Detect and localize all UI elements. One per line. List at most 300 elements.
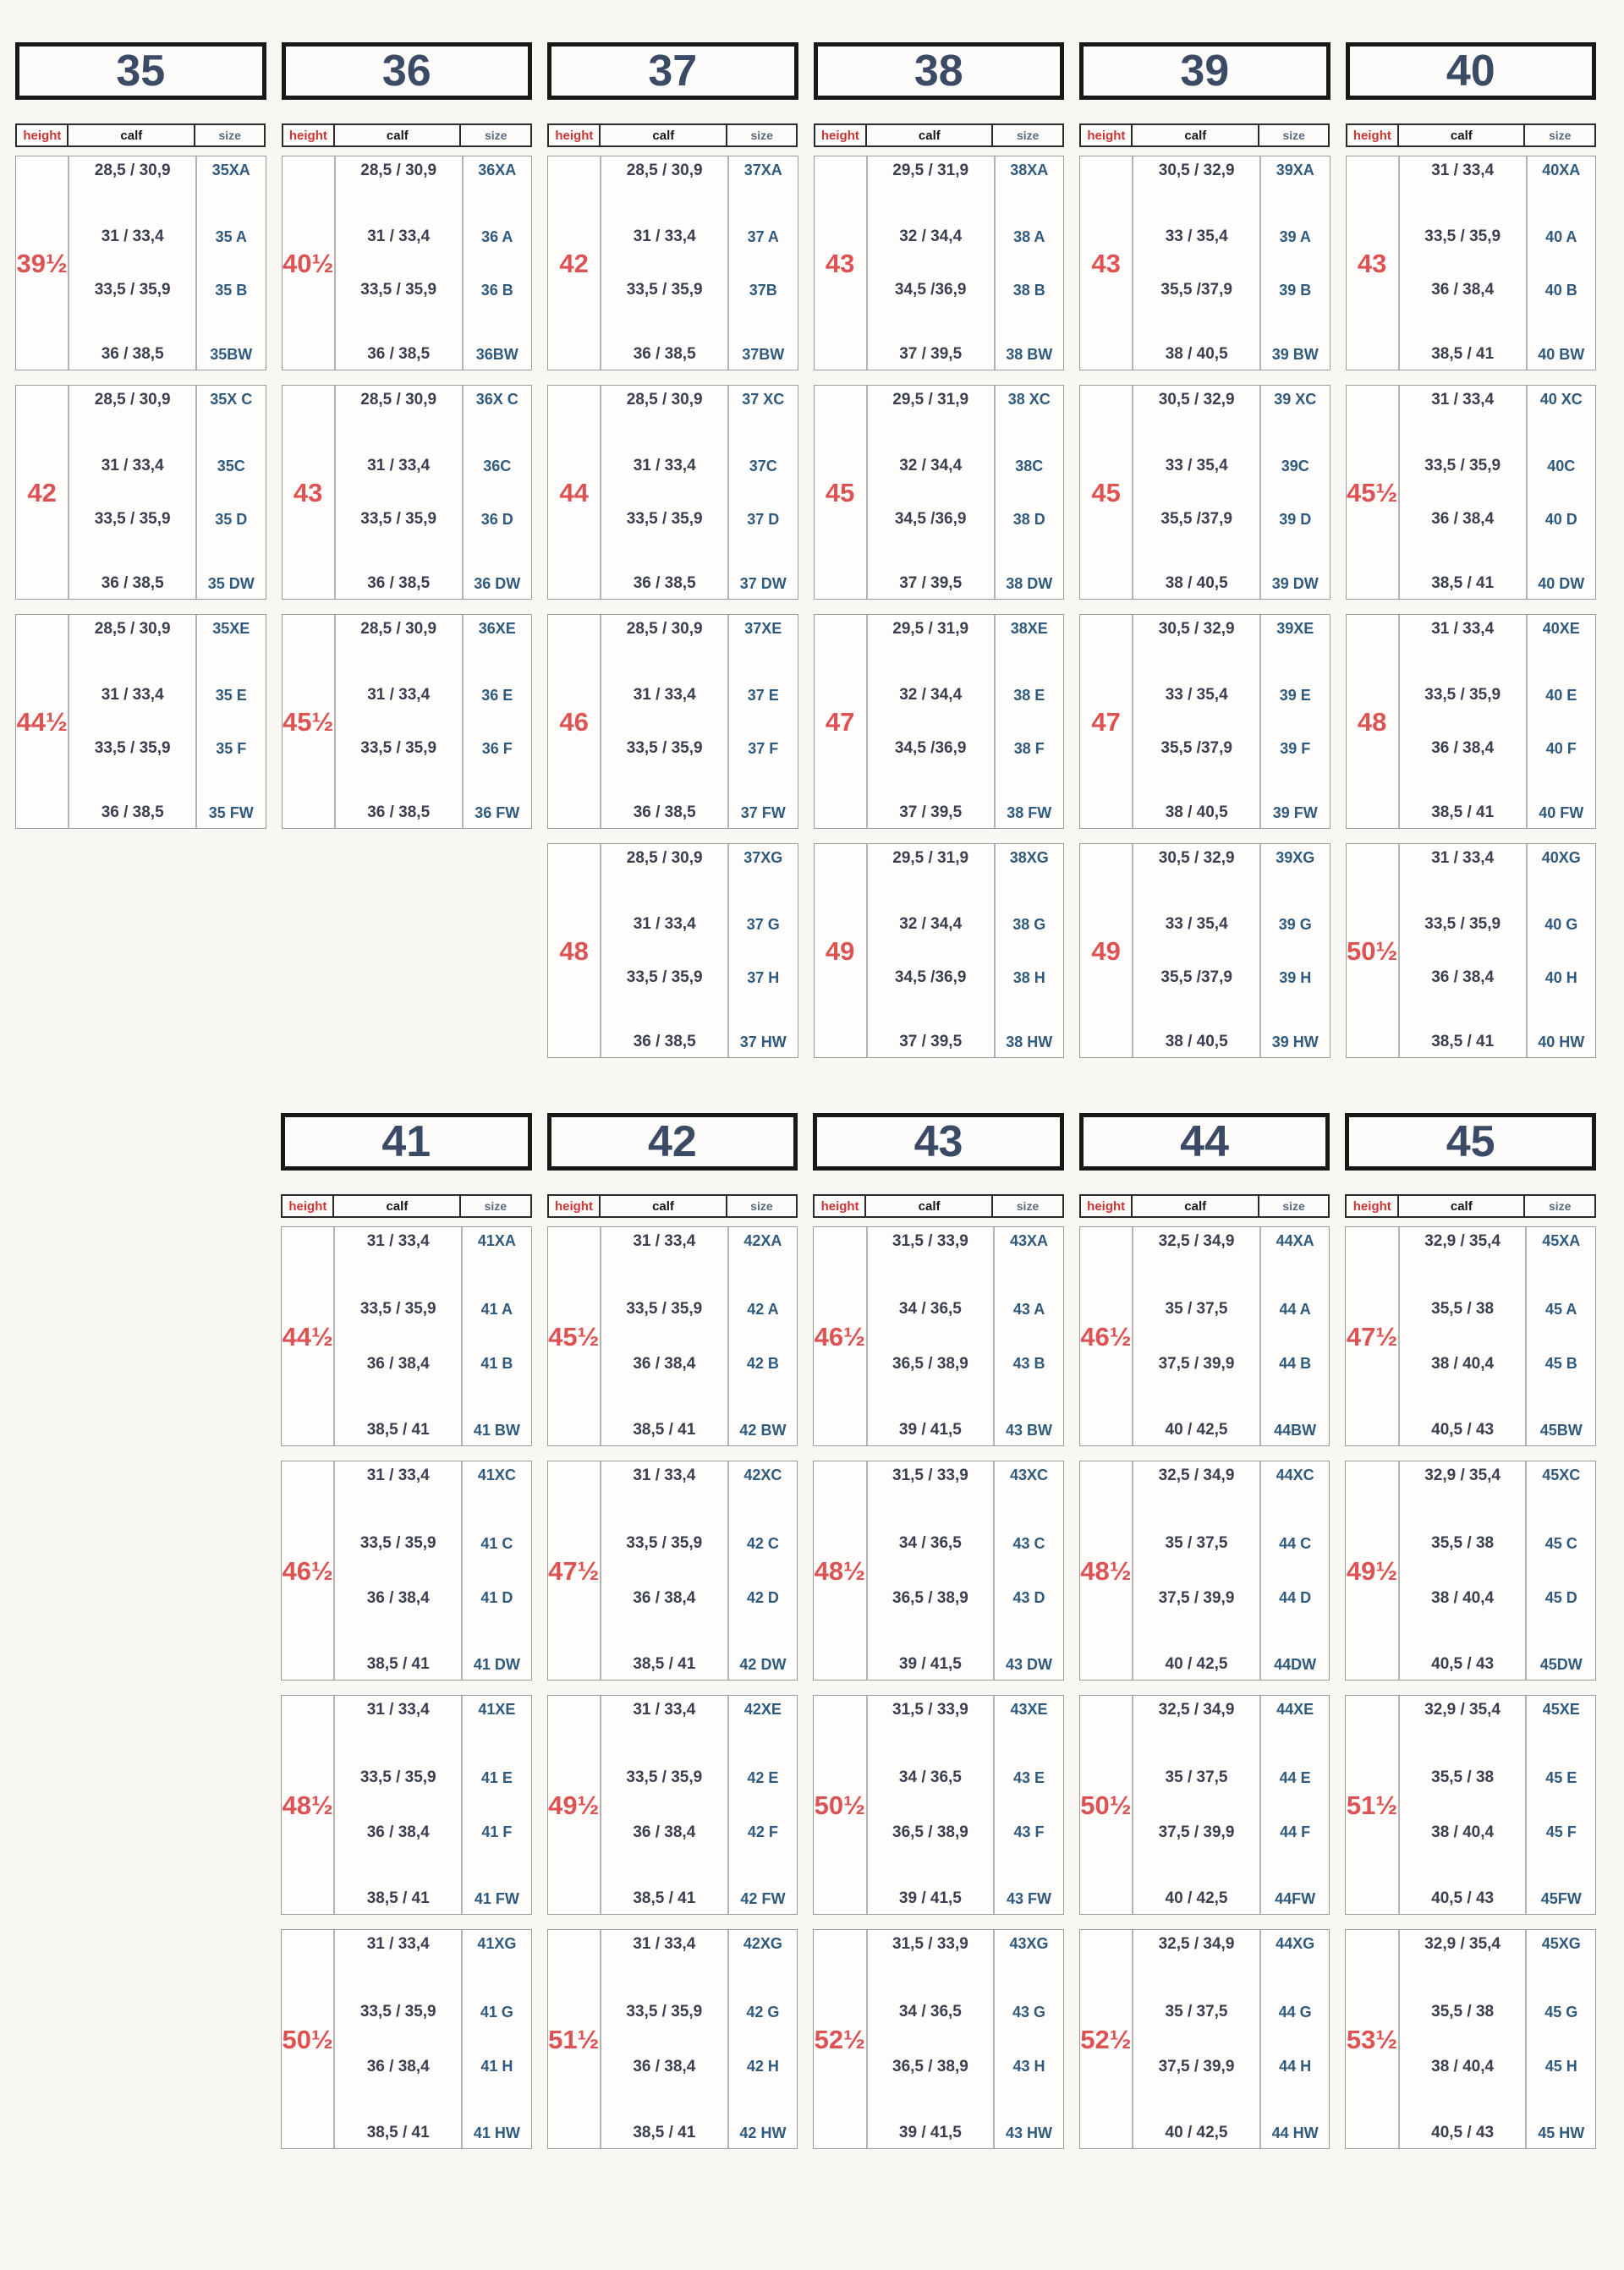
- size-code: 45XC: [1525, 1461, 1594, 1516]
- size-code: 40C: [1526, 439, 1595, 492]
- col-header-height: height: [281, 1194, 335, 1218]
- col-header-calf: calf: [599, 123, 727, 147]
- height-value: 46½: [1080, 1227, 1133, 1445]
- size-group: [1345, 1929, 1596, 2149]
- calf-value: 33,5 / 35,9: [94, 739, 171, 757]
- col-header-height: height: [282, 123, 336, 147]
- calf-value: 35,5 /37,9: [1160, 968, 1232, 986]
- calf-value: 31 / 33,4: [1431, 391, 1495, 408]
- size-code: 37 G: [727, 897, 797, 951]
- size-code: 40 HW: [1526, 1004, 1595, 1057]
- size-code: 42 H: [727, 2039, 797, 2094]
- size-block-40: [1346, 42, 1597, 1072]
- size-group: [813, 1461, 1064, 1681]
- calf-value: 31 / 33,4: [366, 1935, 430, 1953]
- size-code: 43 G: [993, 1985, 1062, 2040]
- calf-value: 35,5 / 38: [1431, 2003, 1495, 2021]
- size-code: 35 F: [195, 721, 265, 775]
- calf-value: 36 / 38,4: [633, 1354, 696, 1373]
- col-header-calf: calf: [1131, 123, 1259, 147]
- calf-value: 38,5 / 41: [1431, 574, 1495, 592]
- size-code: 41 B: [461, 1336, 530, 1391]
- calf-value: 32,9 / 35,4: [1424, 1467, 1501, 1484]
- calf-value: 33,5 / 35,9: [359, 2003, 436, 2021]
- calf-value: 36 / 38,5: [633, 803, 696, 821]
- height-value: 44: [548, 386, 601, 599]
- column-header: [1079, 1194, 1330, 1218]
- size-code: 42 DW: [727, 1626, 797, 1681]
- calf-value: 33,5 / 35,9: [359, 1768, 436, 1787]
- calf-value: 31 / 33,4: [633, 1701, 696, 1719]
- size-code: 36XA: [462, 156, 531, 210]
- size-code: 35 D: [195, 492, 265, 546]
- bottom-row: [281, 1113, 1596, 2163]
- height-value: 50½: [282, 1930, 335, 2148]
- calf-value: 31,5 / 33,9: [892, 1232, 968, 1250]
- size-code: 42 G: [727, 1985, 797, 2040]
- calf-value: 31 / 33,4: [367, 228, 431, 245]
- size-group: [282, 385, 533, 600]
- calf-value: 34,5 /36,9: [894, 510, 967, 528]
- calf-value: 36 / 38,4: [1431, 281, 1495, 299]
- size-group: [547, 1226, 798, 1446]
- size-code: 38XA: [994, 156, 1063, 210]
- calf-value: 36 / 38,5: [633, 345, 696, 363]
- column-header: [547, 123, 798, 147]
- size-title: 39: [1180, 47, 1230, 96]
- height-value: 49: [815, 844, 868, 1057]
- calf-value: 31 / 33,4: [1431, 620, 1495, 638]
- column-header: [281, 1194, 532, 1218]
- calf-value: 32 / 34,4: [899, 915, 963, 933]
- size-code: 40XG: [1526, 844, 1595, 897]
- size-code: 42XE: [727, 1696, 797, 1751]
- size-code: 37 XC: [727, 386, 797, 439]
- size-code: 36XE: [462, 615, 531, 668]
- calf-value: 39 / 41,5: [898, 1655, 962, 1673]
- col-header-calf: calf: [1397, 1194, 1526, 1218]
- calf-value: 38 / 40,5: [1165, 574, 1228, 592]
- calf-value: 32,9 / 35,4: [1424, 1701, 1501, 1719]
- size-block-36: [282, 42, 533, 1072]
- col-header-calf: calf: [332, 1194, 461, 1218]
- size-group: [1079, 1226, 1330, 1446]
- size-code: 43 FW: [993, 1860, 1062, 1915]
- height-value: 43: [1347, 156, 1400, 370]
- size-code: 38XG: [994, 844, 1063, 897]
- size-code: 43 D: [993, 1571, 1062, 1626]
- calf-value: 28,5 / 30,9: [360, 391, 437, 408]
- size-code: 43 B: [993, 1336, 1062, 1391]
- size-code: 35 FW: [195, 775, 265, 828]
- height-value: 50½: [1347, 844, 1400, 1057]
- calf-value: 36 / 38,5: [367, 803, 431, 821]
- size-group: [814, 614, 1065, 829]
- calf-value: 40,5 / 43: [1431, 2124, 1495, 2141]
- column-header: [1079, 123, 1330, 147]
- size-group: [15, 385, 266, 600]
- size-code: 36 E: [462, 668, 531, 721]
- col-header-size: size: [1523, 1194, 1596, 1218]
- calf-value: 40 / 42,5: [1165, 2124, 1228, 2141]
- size-code: 39 HW: [1259, 1004, 1329, 1057]
- size-code: 41 DW: [461, 1626, 530, 1681]
- size-group: [1079, 156, 1330, 370]
- column-header: [1345, 1194, 1596, 1218]
- calf-value: 33,5 / 35,9: [626, 739, 703, 757]
- size-title-box: [547, 42, 798, 100]
- calf-value: 34 / 36,5: [898, 2003, 962, 2021]
- size-code: 38 F: [994, 721, 1063, 775]
- calf-value: 36 / 38,4: [633, 1588, 696, 1607]
- size-code: 40 A: [1526, 210, 1595, 263]
- col-header-size: size: [991, 1194, 1064, 1218]
- size-group: [547, 1461, 798, 1681]
- calf-value: 29,5 / 31,9: [892, 391, 969, 408]
- size-code: 42 F: [727, 1805, 797, 1860]
- size-code: 42 HW: [727, 2094, 797, 2149]
- size-code: 45FW: [1525, 1860, 1594, 1915]
- size-title: 36: [381, 47, 431, 96]
- calf-value: 31,5 / 33,9: [892, 1935, 968, 1953]
- size-title-box: [814, 42, 1065, 100]
- size-code: 37BW: [727, 316, 797, 370]
- calf-value: 34,5 /36,9: [894, 968, 967, 986]
- size-code: 41XG: [461, 1930, 530, 1985]
- calf-value: 36 / 38,4: [366, 2057, 430, 2075]
- calf-value: 37 / 39,5: [899, 803, 963, 821]
- size-title-box: [1345, 1113, 1596, 1171]
- size-code: 41 C: [461, 1516, 530, 1571]
- col-header-size: size: [991, 123, 1064, 147]
- size-code: 39 DW: [1259, 546, 1329, 599]
- size-code: 41 E: [461, 1751, 530, 1806]
- calf-value: 38,5 / 41: [366, 1421, 430, 1439]
- calf-value: 38,5 / 41: [1431, 1033, 1495, 1050]
- size-code: 39 BW: [1259, 316, 1329, 370]
- col-header-height: height: [814, 123, 868, 147]
- size-code: 39 E: [1259, 668, 1329, 721]
- calf-value: 28,5 / 30,9: [626, 620, 703, 638]
- size-code: 41 F: [461, 1805, 530, 1860]
- height-value: 49: [1080, 844, 1133, 1057]
- size-group: [547, 843, 798, 1058]
- calf-value: 31 / 33,4: [101, 228, 164, 245]
- calf-value: 37 / 39,5: [899, 1033, 963, 1050]
- size-code: 44 B: [1259, 1336, 1329, 1391]
- size-code: 36 B: [462, 263, 531, 316]
- size-code: 45 HW: [1525, 2094, 1594, 2149]
- size-code: 35 E: [195, 668, 265, 721]
- calf-value: 30,5 / 32,9: [1158, 162, 1235, 179]
- calf-value: 32,5 / 34,9: [1158, 1701, 1235, 1719]
- col-header-height: height: [1345, 1194, 1399, 1218]
- calf-value: 39 / 41,5: [898, 1889, 962, 1907]
- size-code: 37 HW: [727, 1004, 797, 1057]
- column-header: [547, 1194, 798, 1218]
- size-code: 35 DW: [195, 546, 265, 599]
- calf-value: 31 / 33,4: [1431, 162, 1495, 179]
- calf-value: 36 / 38,5: [101, 574, 164, 592]
- size-code: 43XC: [993, 1461, 1062, 1516]
- col-header-size: size: [459, 1194, 532, 1218]
- size-code: 42 C: [727, 1516, 797, 1571]
- size-group: [1345, 1226, 1596, 1446]
- height-value: 48½: [282, 1696, 335, 1914]
- calf-value: 33,5 / 35,9: [1424, 915, 1501, 933]
- calf-value: 34 / 36,5: [898, 1534, 962, 1553]
- size-code: 38 E: [994, 668, 1063, 721]
- size-code: 35 B: [195, 263, 265, 316]
- calf-value: 38,5 / 41: [366, 1889, 430, 1907]
- size-code: 40XE: [1526, 615, 1595, 668]
- calf-value: 33,5 / 35,9: [626, 510, 703, 528]
- size-code: 42XA: [727, 1227, 797, 1282]
- size-code: 40 BW: [1526, 316, 1595, 370]
- size-code: 41 H: [461, 2039, 530, 2094]
- calf-value: 31 / 33,4: [633, 457, 696, 474]
- calf-value: 32 / 34,4: [899, 686, 963, 704]
- size-code: 45DW: [1525, 1626, 1594, 1681]
- size-code: 38 DW: [994, 546, 1063, 599]
- calf-value: 37,5 / 39,9: [1158, 2057, 1235, 2075]
- size-code: 37 D: [727, 492, 797, 546]
- calf-value: 31,5 / 33,9: [892, 1467, 968, 1484]
- calf-value: 37,5 / 39,9: [1158, 1588, 1235, 1607]
- calf-value: 32,5 / 34,9: [1158, 1935, 1235, 1953]
- calf-value: 35 / 37,5: [1165, 2003, 1228, 2021]
- size-code: 43 HW: [993, 2094, 1062, 2149]
- calf-value: 38 / 40,4: [1431, 1588, 1495, 1607]
- size-group: [547, 1929, 798, 2149]
- calf-value: 34,5 /36,9: [894, 281, 967, 299]
- size-code: 38 D: [994, 492, 1063, 546]
- size-title-box: [282, 42, 533, 100]
- height-value: 42: [16, 386, 69, 599]
- calf-value: 38,5 / 41: [633, 1421, 696, 1439]
- size-code: 44BW: [1259, 1391, 1329, 1446]
- height-value: 43: [1080, 156, 1133, 370]
- calf-value: 33,5 / 35,9: [1424, 457, 1501, 474]
- size-code: 39 G: [1259, 897, 1329, 951]
- size-code: 40 H: [1526, 951, 1595, 1004]
- calf-value: 36 / 38,4: [366, 1588, 430, 1607]
- calf-value: 33,5 / 35,9: [626, 1534, 703, 1553]
- calf-value: 36,5 / 38,9: [892, 2057, 968, 2075]
- size-group: [547, 614, 798, 829]
- size-block-37: [547, 42, 798, 1072]
- size-code: 43 DW: [993, 1626, 1062, 1681]
- size-code: 42XG: [727, 1930, 797, 1985]
- calf-value: 33 / 35,4: [1165, 457, 1228, 474]
- calf-value: 33,5 / 35,9: [1424, 686, 1501, 704]
- calf-value: 36 / 38,5: [633, 574, 696, 592]
- size-code: 38 BW: [994, 316, 1063, 370]
- size-code: 40 DW: [1526, 546, 1595, 599]
- calf-value: 34 / 36,5: [898, 1768, 962, 1787]
- col-header-height: height: [547, 1194, 601, 1218]
- size-group: [281, 1461, 532, 1681]
- size-code: 39 FW: [1259, 775, 1329, 828]
- calf-value: 37,5 / 39,9: [1158, 1354, 1235, 1373]
- size-title: 41: [381, 1117, 431, 1166]
- calf-value: 39 / 41,5: [898, 1421, 962, 1439]
- col-header-height: height: [1079, 1194, 1133, 1218]
- calf-value: 28,5 / 30,9: [360, 620, 437, 638]
- height-value: 42: [548, 156, 601, 370]
- size-group: [1346, 385, 1597, 600]
- size-group: [1079, 1461, 1330, 1681]
- calf-value: 33,5 / 35,9: [1424, 228, 1501, 245]
- size-group: [1345, 1461, 1596, 1681]
- calf-value: 38,5 / 41: [633, 1889, 696, 1907]
- size-code: 36 D: [462, 492, 531, 546]
- size-title-box: [281, 1113, 532, 1171]
- top-row: [15, 42, 1596, 1072]
- calf-value: 38,5 / 41: [366, 1655, 430, 1673]
- calf-value: 32,5 / 34,9: [1158, 1467, 1235, 1484]
- size-code: 37 FW: [727, 775, 797, 828]
- calf-value: 31 / 33,4: [101, 686, 164, 704]
- height-value: 43: [815, 156, 868, 370]
- calf-value: 35,5 /37,9: [1160, 281, 1232, 299]
- size-group: [1079, 843, 1330, 1058]
- size-code: 40 D: [1526, 492, 1595, 546]
- size-code: 44 C: [1259, 1516, 1329, 1571]
- height-value: 47: [1080, 615, 1133, 828]
- size-code: 45 G: [1525, 1985, 1594, 2040]
- calf-value: 40 / 42,5: [1165, 1655, 1228, 1673]
- calf-value: 28,5 / 30,9: [626, 849, 703, 867]
- size-code: 40 G: [1526, 897, 1595, 951]
- size-code: 40 E: [1526, 668, 1595, 721]
- size-block-45: [1345, 1113, 1596, 2163]
- size-code: 41 D: [461, 1571, 530, 1626]
- height-value: 50½: [814, 1696, 867, 1914]
- size-code: 45 A: [1525, 1282, 1594, 1337]
- size-group: [282, 156, 533, 370]
- size-title: 45: [1446, 1117, 1495, 1166]
- size-code: 40 B: [1526, 263, 1595, 316]
- size-code: 38 G: [994, 897, 1063, 951]
- size-code: 39XE: [1259, 615, 1329, 668]
- size-code: 38 XC: [994, 386, 1063, 439]
- height-value: 52½: [814, 1930, 867, 2148]
- calf-value: 28,5 / 30,9: [360, 162, 437, 179]
- col-header-calf: calf: [1397, 123, 1526, 147]
- size-code: 41 FW: [461, 1860, 530, 1915]
- calf-value: 38 / 40,5: [1165, 803, 1228, 821]
- size-code: 43 H: [993, 2039, 1062, 2094]
- size-code: 45XA: [1525, 1227, 1594, 1282]
- size-code: 38C: [994, 439, 1063, 492]
- col-header-height: height: [1346, 123, 1400, 147]
- size-code: 44 G: [1259, 1985, 1329, 2040]
- size-code: 43 C: [993, 1516, 1062, 1571]
- size-code: 37 F: [727, 721, 797, 775]
- size-code: 37C: [727, 439, 797, 492]
- size-code: 35X C: [195, 386, 265, 439]
- calf-value: 31 / 33,4: [633, 1232, 696, 1250]
- height-value: 45½: [283, 615, 336, 828]
- size-code: 39 A: [1259, 210, 1329, 263]
- size-title: 43: [914, 1117, 963, 1166]
- size-code: 38 HW: [994, 1004, 1063, 1057]
- size-group: [814, 385, 1065, 600]
- size-code: 39C: [1259, 439, 1329, 492]
- calf-value: 28,5 / 30,9: [626, 162, 703, 179]
- size-group: [281, 1929, 532, 2149]
- size-code: 44XA: [1259, 1227, 1329, 1282]
- size-code: 36 A: [462, 210, 531, 263]
- size-code: 40 F: [1526, 721, 1595, 775]
- size-title: 38: [914, 47, 963, 96]
- height-value: 48½: [814, 1461, 867, 1680]
- size-group: [1079, 385, 1330, 600]
- calf-value: 28,5 / 30,9: [94, 391, 171, 408]
- size-code: 42 B: [727, 1336, 797, 1391]
- size-title: 42: [647, 1117, 697, 1166]
- col-header-size: size: [194, 123, 266, 147]
- size-code: 36BW: [462, 316, 531, 370]
- height-value: 47: [815, 615, 868, 828]
- calf-value: 38 / 40,4: [1431, 2057, 1495, 2075]
- size-code: 41XC: [461, 1461, 530, 1516]
- size-block-44: [1079, 1113, 1330, 2163]
- size-code: 44 H: [1259, 2039, 1329, 2094]
- size-block-42: [547, 1113, 798, 2163]
- height-value: 52½: [1080, 1930, 1133, 2148]
- size-group: [1346, 843, 1597, 1058]
- col-header-calf: calf: [1131, 1194, 1259, 1218]
- size-group: [15, 614, 266, 829]
- calf-value: 32,5 / 34,9: [1158, 1232, 1235, 1250]
- size-code: 44 D: [1259, 1571, 1329, 1626]
- size-title-box: [813, 1113, 1064, 1171]
- size-code: 38XE: [994, 615, 1063, 668]
- calf-value: 33,5 / 35,9: [626, 1300, 703, 1319]
- height-value: 46½: [282, 1461, 335, 1680]
- size-title-box: [1079, 42, 1330, 100]
- col-header-height: height: [813, 1194, 867, 1218]
- column-header: [282, 123, 533, 147]
- column-header: [813, 1194, 1064, 1218]
- size-code: 39 B: [1259, 263, 1329, 316]
- size-code: 39 H: [1259, 951, 1329, 1004]
- col-header-calf: calf: [864, 1194, 993, 1218]
- size-code: 41XA: [461, 1227, 530, 1282]
- calf-value: 34 / 36,5: [898, 1300, 962, 1319]
- column-header: [814, 123, 1065, 147]
- calf-value: 38 / 40,5: [1165, 345, 1228, 363]
- size-title: 44: [1180, 1117, 1230, 1166]
- calf-value: 38 / 40,4: [1431, 1354, 1495, 1373]
- size-code: 39 XC: [1259, 386, 1329, 439]
- height-value: 45: [1080, 386, 1133, 599]
- calf-value: 31 / 33,4: [367, 457, 431, 474]
- calf-value: 33,5 / 35,9: [360, 739, 437, 757]
- calf-value: 36,5 / 38,9: [892, 1354, 968, 1373]
- size-title: 37: [648, 47, 698, 96]
- size-code: 42 E: [727, 1751, 797, 1806]
- size-code: 45 H: [1525, 2039, 1594, 2094]
- size-code: 39 F: [1259, 721, 1329, 775]
- calf-value: 31 / 33,4: [366, 1467, 430, 1484]
- size-code: 42 FW: [727, 1860, 797, 1915]
- size-code: 41 BW: [461, 1391, 530, 1446]
- size-code: 43XE: [993, 1696, 1062, 1751]
- height-value: 46: [548, 615, 601, 828]
